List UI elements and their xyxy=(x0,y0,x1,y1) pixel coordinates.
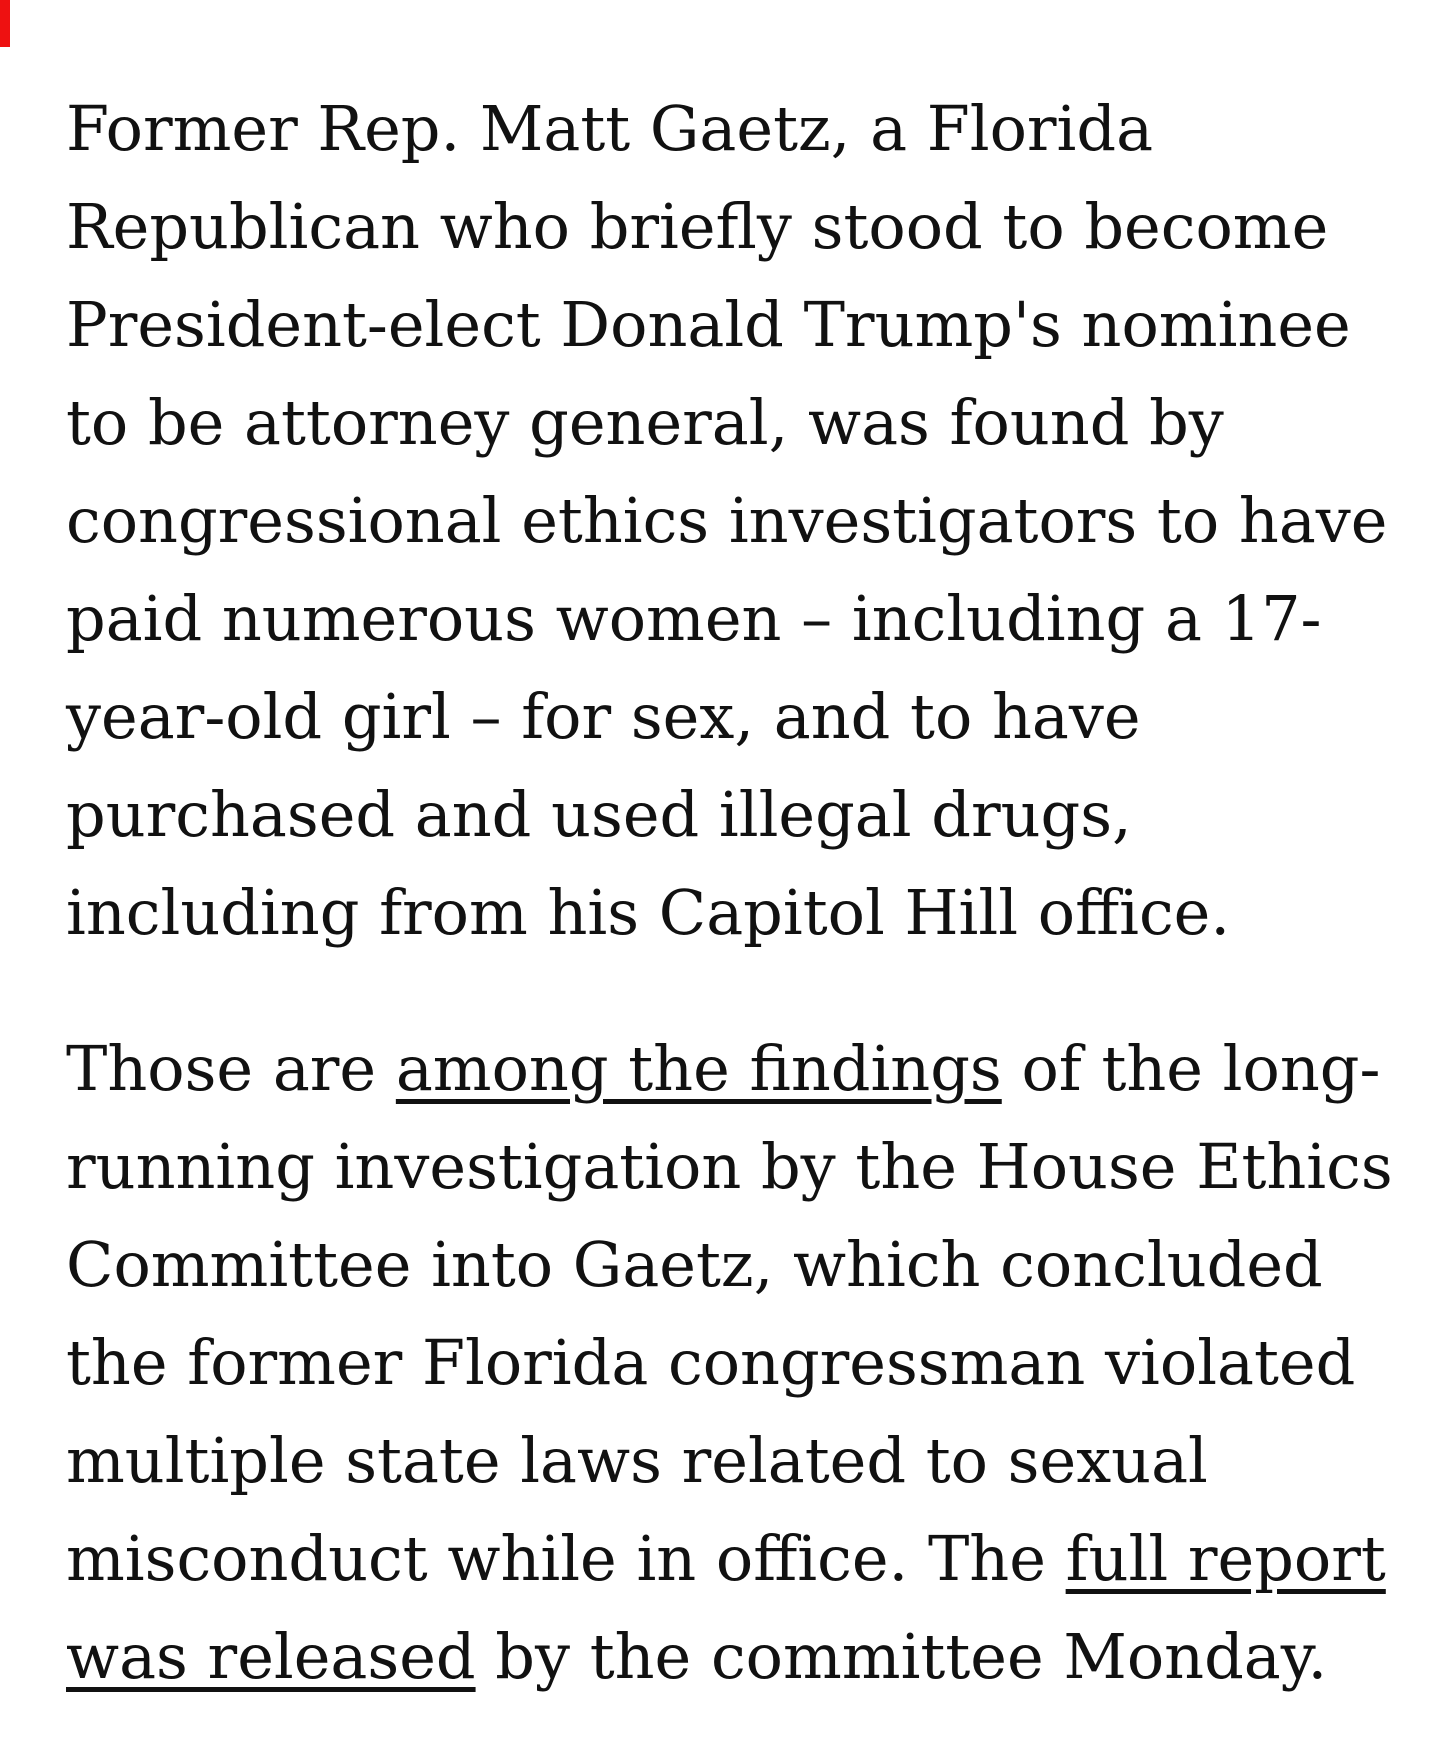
text-line xyxy=(66,864,1379,962)
text-line xyxy=(66,374,1379,472)
text-line xyxy=(66,1314,1379,1412)
text-line xyxy=(66,1510,1386,1608)
text-segment: including from his Capitol Hill office. xyxy=(66,876,1231,949)
text-line xyxy=(66,570,1379,668)
text-segment: running investigation by the House Ethics xyxy=(66,1130,1393,1203)
text-segment: congressional ethics investigators to have xyxy=(66,484,1388,557)
inline-link[interactable]: among the findings xyxy=(395,1032,1002,1105)
article-paragraph xyxy=(66,1020,1393,1706)
text-line xyxy=(66,472,1388,570)
text-segment: to be attorney general, was found by xyxy=(66,386,1224,459)
text-line xyxy=(66,276,1379,374)
text-segment: Committee into Gaetz, which concluded xyxy=(66,1228,1323,1301)
text-segment: purchased and used illegal drugs, xyxy=(66,778,1132,851)
text-segment: of the long- xyxy=(1001,1032,1381,1105)
text-segment: year-old girl – for sex, and to have xyxy=(66,680,1141,753)
text-line xyxy=(66,1216,1379,1314)
text-segment: Those are xyxy=(66,1032,396,1105)
inline-link[interactable]: was released xyxy=(66,1620,476,1693)
text-segment: paid numerous women – including a 17- xyxy=(66,582,1322,655)
text-line xyxy=(66,1608,1379,1706)
inline-link[interactable]: full report xyxy=(1065,1522,1386,1595)
text-segment: Republican who briefly stood to become xyxy=(66,190,1329,263)
text-line xyxy=(66,1412,1379,1510)
text-segment: multiple state laws related to sexual xyxy=(66,1424,1208,1497)
text-segment: by the committee Monday. xyxy=(475,1620,1328,1693)
text-line xyxy=(66,178,1379,276)
text-segment: the former Florida congressman violated xyxy=(66,1326,1356,1399)
article-paragraph xyxy=(66,80,1388,962)
text-segment: President-elect Donald Trump's nominee xyxy=(66,288,1351,361)
text-line xyxy=(66,766,1379,864)
text-line xyxy=(66,1118,1393,1216)
text-segment: misconduct while in office. The xyxy=(66,1522,1066,1595)
text-line xyxy=(66,80,1379,178)
text-line xyxy=(66,1020,1379,1118)
text-segment: Former Rep. Matt Gaetz, a Florida xyxy=(66,92,1154,165)
text-line xyxy=(66,668,1379,766)
